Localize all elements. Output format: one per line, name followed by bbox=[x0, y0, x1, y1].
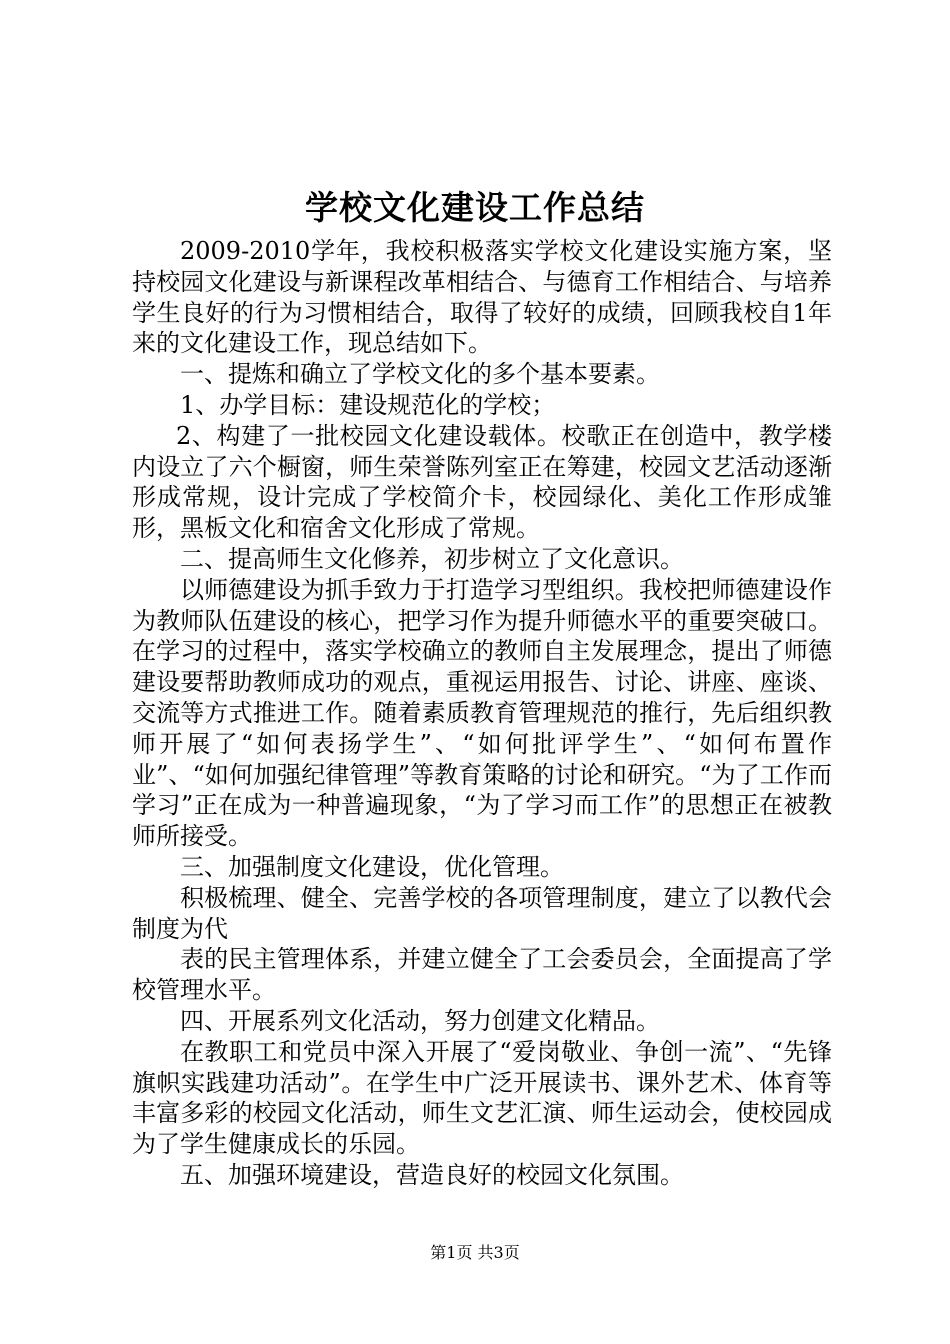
paragraph-management-part2: 表的民主管理体系，并建立健全了工会委员会，全面提高了学校管理水平。 bbox=[132, 945, 832, 1005]
list-item-1: 1、办学目标：建设规范化的学校； bbox=[180, 390, 556, 419]
list-item-2: 2、构建了一批校园文化建设载体。校歌正在创造中，教学楼内设立了六个橱窗，师生荣誉陈列室正在筹建，校园文艺活动逐渐形成常规，设计完成了学校简介卡，校园绿化、美化工作形成雏形，黑板文化和宿舍文化形成了常规。 bbox=[132, 421, 832, 543]
section-heading-1: 一、提炼和确立了学校文化的多个基本要素。 bbox=[180, 360, 660, 389]
document-body bbox=[132, 236, 832, 1191]
paragraph-management-part1: 积极梳理、健全、完善学校的各项管理制度，建立了以教代会制度为代 bbox=[132, 883, 832, 943]
section-heading-3: 三、加强制度文化建设，优化管理。 bbox=[180, 852, 564, 881]
page-footer: 第1页 共3页 bbox=[430, 1243, 520, 1262]
paragraph-teacher-ethics: 以师德建设为抓手致力于打造学习型组织。我校把师德建设作为教师队伍建设的核心，把学习作为提升师德水平的重要突破口。在学习的过程中，落实学校确立的教师自主发展理念，提出了师德建设要帮助教师成功的观点，重视运用报告、讨论、讲座、座谈、交流等方式推进工作。随着素质教育管理规范的推行，先后组织教师开展了“如何表扬学生”、“如何批评学生”、“如何布置作业”、“如何加强纪律管理”等教育策略的讨论和研究。“为了工作而学习”正在成为一种普遍现象，“为了学习而工作”的思想正在被教师所接受。 bbox=[132, 575, 832, 851]
section-heading-5: 五、加强环境建设，营造良好的校园文化氛围。 bbox=[180, 1160, 684, 1189]
document-title: 学校文化建设工作总结 bbox=[305, 188, 645, 227]
paragraph-intro: 2009-2010学年，我校积极落实学校文化建设实施方案，坚持校园文化建设与新课程改革相结合、与德育工作相结合、与培养学生良好的行为习惯相结合，取得了较好的成绩，回顾我校自1年来的文化建设工作，现总结如下。 bbox=[132, 237, 832, 358]
section-heading-2: 二、提高师生文化修养，初步树立了文化意识。 bbox=[180, 544, 684, 573]
paragraph-activities: 在教职工和党员中深入开展了“爱岗敬业、争创一流”、“先锋旗帜实践建功活动”。在学生中广泛开展读书、课外艺术、体育等丰富多彩的校园文化活动，师生文艺汇演、师生运动会，使校园成为了学生健康成长的乐园。 bbox=[132, 1037, 832, 1159]
section-heading-4: 四、开展系列文化活动，努力创建文化精品。 bbox=[180, 1006, 660, 1035]
